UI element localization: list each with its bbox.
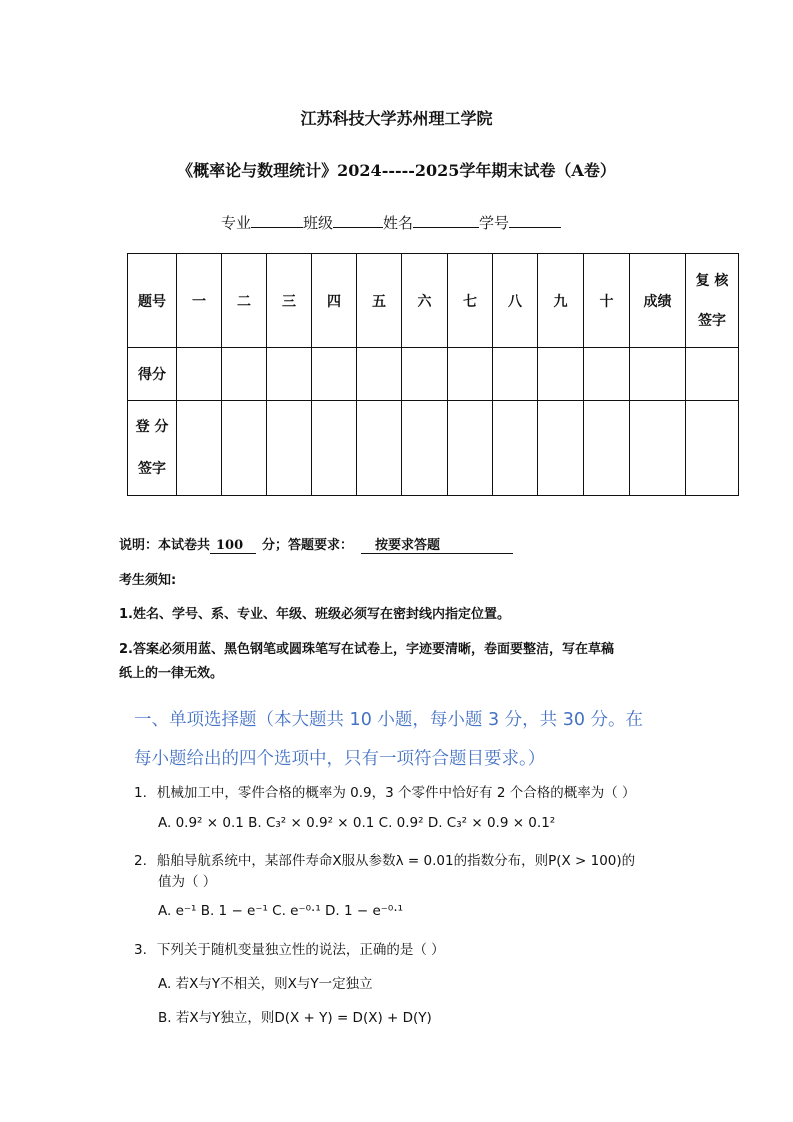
reviewer-label: 复 核: [695, 272, 729, 289]
sign-cell[interactable]: [177, 401, 222, 496]
section-heading-cont: 每小题给出的四个选项中，只有一项符合题目要求。）: [134, 749, 546, 769]
question-2-options: A. e⁻¹ B. 1 − e⁻¹ C. e⁻⁰·¹ D. 1 − e⁻⁰·¹: [158, 903, 404, 919]
sign-cell[interactable]: [493, 401, 538, 496]
notice-title: 考生须知:: [119, 573, 177, 588]
cell-header: 六: [402, 254, 448, 348]
sign-cell[interactable]: [538, 401, 584, 496]
score-cell[interactable]: [222, 348, 267, 401]
question-2-cont: 值为（ ）: [158, 874, 217, 890]
question-text: 下列关于随机变量独立性的说法，正确的是（ ）: [156, 942, 445, 958]
question-3-option-a: A. 若X与Y不相关，则X与Y一定独立: [158, 976, 373, 992]
exam-title: 《概率论与数理统计》2024-----2025学年期末试卷（A卷）: [177, 161, 616, 180]
score-cell[interactable]: [584, 348, 630, 401]
cell-header: 五: [357, 254, 402, 348]
answer-requirement: 按要求答题: [361, 534, 513, 554]
notice-item-2: 2.答案必须用蓝、黑色钢笔或圆珠笔写在试卷上，字迹要清晰，卷面要整洁，写在草稿: [119, 642, 614, 657]
score-cell[interactable]: [312, 348, 357, 401]
sign-cell[interactable]: [402, 401, 448, 496]
section-heading: 一、单项选择题（本大题共 10 小题，每小题 3 分，共 30 分。在: [134, 710, 644, 730]
cell-header: 九: [538, 254, 584, 348]
exam-description: [119, 534, 513, 554]
cell-header: 成绩: [630, 254, 686, 348]
question-number: 3.: [134, 942, 147, 958]
school-name: 江苏科技大学苏州理工学院: [300, 109, 493, 128]
question-1: [134, 781, 636, 801]
major-blank[interactable]: [251, 213, 303, 228]
question-3: [134, 938, 445, 958]
sign-label-2: 签字: [138, 461, 166, 477]
sign-cell[interactable]: [630, 401, 686, 496]
table-row-header: [128, 254, 739, 348]
cell-header: 四: [312, 254, 357, 348]
question-text: 船舶导航系统中，某部件寿命X服从参数λ = 0.01的指数分布，则P(X > 100)的: [156, 853, 636, 869]
cell-header: 三: [267, 254, 312, 348]
class-blank[interactable]: [333, 213, 383, 228]
field-id-label: 学号: [479, 214, 510, 232]
student-info-fields: [221, 212, 561, 233]
sign-cell[interactable]: [312, 401, 357, 496]
question-text: 机械加工中，零件合格的概率为 0.9，3 个零件中恰好有 2 个合格的概率为（ ）: [156, 785, 636, 801]
desc-prefix: 说明：本试卷共: [119, 538, 211, 553]
question-1-options: A. 0.9² × 0.1 B. C₃² × 0.9² × 0.1 C. 0.9² D. C₃² × 0.9 × 0.1²: [158, 815, 556, 831]
score-cell[interactable]: [538, 348, 584, 401]
notice-item-2-cont: 纸上的一律无效。: [119, 666, 224, 681]
field-name-label: 姓名: [383, 214, 414, 232]
score-cell[interactable]: [267, 348, 312, 401]
question-2: [134, 849, 635, 869]
sign-cell[interactable]: [222, 401, 267, 496]
score-table: [127, 253, 739, 496]
desc-mid: 分；答题要求：: [262, 538, 354, 553]
total-score: 100: [210, 538, 256, 554]
cell-header-reviewer: [686, 254, 739, 348]
sign-cell[interactable]: [267, 401, 312, 496]
question-number: 2.: [134, 853, 147, 869]
question-3-option-b: B. 若X与Y独立，则D(X + Y) = D(X) + D(Y): [158, 1010, 432, 1026]
sign-cell[interactable]: [448, 401, 493, 496]
name-blank[interactable]: [413, 213, 479, 228]
score-cell[interactable]: [448, 348, 493, 401]
cell-label: 得分: [128, 348, 177, 401]
field-class-label: 班级: [303, 214, 334, 232]
table-row-sign: [128, 401, 739, 496]
score-cell[interactable]: [493, 348, 538, 401]
score-cell[interactable]: [686, 348, 739, 401]
sign-cell[interactable]: [357, 401, 402, 496]
question-number: 1.: [134, 785, 147, 801]
field-major-label: 专业: [221, 214, 252, 232]
score-cell[interactable]: [357, 348, 402, 401]
score-cell[interactable]: [630, 348, 686, 401]
cell-header: 题号: [128, 254, 177, 348]
cell-header: 二: [222, 254, 267, 348]
cell-label: [128, 401, 177, 496]
score-cell[interactable]: [177, 348, 222, 401]
reviewer-sign-label: 签字: [698, 312, 726, 329]
id-blank[interactable]: [509, 213, 561, 228]
cell-header: 八: [493, 254, 538, 348]
notice-item-1: 1.姓名、学号、系、专业、年级、班级必须写在密封线内指定位置。: [119, 607, 510, 622]
cell-header: 十: [584, 254, 630, 348]
cell-header: 七: [448, 254, 493, 348]
cell-header: 一: [177, 254, 222, 348]
sign-label: 登 分: [135, 419, 169, 435]
table-row-score: [128, 348, 739, 401]
score-cell[interactable]: [402, 348, 448, 401]
sign-cell[interactable]: [686, 401, 739, 496]
sign-cell[interactable]: [584, 401, 630, 496]
